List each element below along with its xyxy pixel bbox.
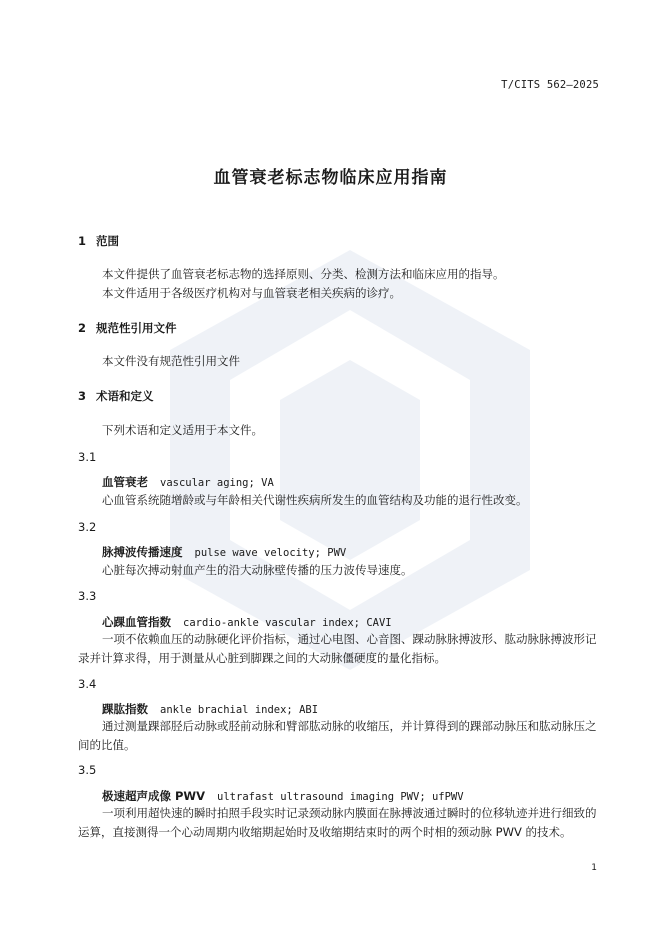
term-number: 3.2	[78, 520, 97, 534]
term-number: 3.5	[78, 763, 97, 777]
term-number: 3.1	[78, 450, 97, 464]
page-number: 1	[591, 863, 597, 873]
term-title: 极速超声成像 PWV ultrafast ultrasound imaging PWV; ufPWV	[102, 789, 464, 803]
section-heading-scope: 1 范围	[78, 234, 119, 248]
term-number: 3.4	[78, 677, 97, 691]
term-definition: 一项不依赖血压的动脉硬化评价指标，通过心电图、心音图、踝动脉脉搏波形、肱动脉脉搏波形记录并计算求得，用于测量从心脏到脚踝之间的大动脉僵硬度的量化指标。	[78, 632, 597, 665]
document-code: T/CITS 562—2025	[501, 79, 599, 91]
page-title: 血管衰老标志物临床应用指南	[213, 168, 448, 188]
term-title: 踝肱指数 ankle brachial index; ABI	[102, 702, 319, 716]
term-number: 3.3	[78, 589, 97, 603]
term-definition: 一项利用超快速的瞬时拍照手段实时记录颈动脉内膜面在脉搏波通过瞬时的位移轨迹并进行细致的运算，直接测得一个心动周期内收缩期起始时及收缩期结束时的两个时相的颈动脉 PWV 的技术。	[78, 806, 597, 839]
section-heading-terms: 3 术语和定义	[78, 389, 154, 403]
paragraph: 本文件提供了血管衰老标志物的选择原则、分类、检测方法和临床应用的指导。	[102, 267, 505, 281]
term-title: 脉搏波传播速度 pulse wave velocity; PWV	[102, 545, 347, 559]
term-definition: 通过测量踝部胫后动脉或胫前动脉和臂部肱动脉的收缩压，并计算得到的踝部动脉压和肱动脉压之间的比值。	[78, 719, 597, 752]
paragraph: 本文件没有规范性引用文件	[102, 354, 240, 368]
watermark-logo	[170, 250, 530, 670]
term-title: 血管衰老 vascular aging; VA	[102, 475, 274, 489]
term-definition: 心血管系统随增龄或与年龄相关代谢性疾病所发生的血管结构及功能的退行性改变。	[102, 493, 528, 507]
paragraph: 本文件适用于各级医疗机构对与血管衰老相关疾病的诊疗。	[102, 286, 401, 300]
term-definition: 心脏每次搏动射血产生的沿大动脉壁传播的压力波传导速度。	[102, 563, 413, 577]
paragraph: 下列术语和定义适用于本文件。	[102, 423, 263, 437]
term-title: 心踝血管指数 cardio-ankle vascular index; CAVI	[102, 615, 392, 629]
section-heading-normative-references: 2 规范性引用文件	[78, 321, 177, 335]
